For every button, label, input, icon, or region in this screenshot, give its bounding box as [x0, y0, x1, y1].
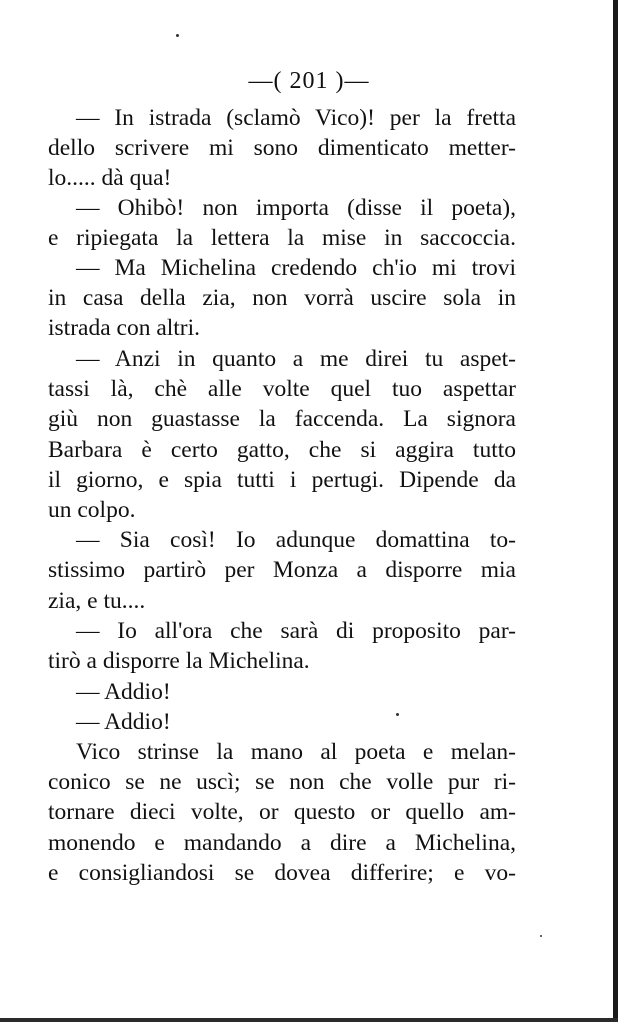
text-line: — Anzi in quanto a me direi tu aspet-	[76, 346, 516, 372]
text-line: — In istrada (sclamò Vico)! per la fretta	[76, 105, 516, 131]
text-line: Vico strinse la mano al poeta e melan-	[76, 739, 516, 765]
text-line: lo..... dà qua!	[48, 165, 172, 191]
page-number: —( 201 )—	[248, 68, 370, 94]
text-line: istrada con altri.	[48, 315, 201, 341]
ink-speck	[540, 935, 542, 937]
text-line: tornare dieci volte, or questo or quello am-	[48, 799, 516, 825]
text-line: — Addio!	[76, 709, 171, 735]
text-line: tassi là, chè alle volte quel tuo aspettar	[48, 376, 516, 402]
text-line: tirò a disporre la Michelina.	[48, 648, 310, 674]
text-line: e consigliandosi se dovea differire; e vo-	[48, 860, 516, 886]
text-line: — Sia così! Io adunque domattina to-	[76, 527, 516, 553]
text-line: — Ma Michelina credendo ch'io mi trovi	[76, 255, 516, 281]
page-edge-shadow-bottom	[0, 1018, 618, 1022]
text-line: giù non guastasse la faccenda. La signora	[48, 406, 516, 432]
page-edge-shadow-right	[613, 0, 618, 1022]
text-line: il giorno, e spia tutti i pertugi. Dipende da	[48, 467, 516, 493]
ink-speck	[396, 713, 399, 716]
text-line: conico se ne uscì; se non che volle pur ri-	[48, 769, 516, 795]
text-line: zia, e tu....	[48, 588, 146, 614]
text-line: dello scrivere mi sono dimenticato metter-	[48, 135, 516, 161]
text-line: — Addio!	[76, 679, 171, 705]
text-line: monendo e mandando a dire a Michelina,	[48, 830, 516, 856]
text-line: e ripiegata la lettera la mise in saccoccia.	[48, 225, 516, 251]
text-line: un colpo.	[48, 497, 136, 523]
ink-speck	[176, 34, 179, 37]
text-line: Barbara è certo gatto, che si aggira tutto	[48, 437, 516, 463]
text-line: — Io all'ora che sarà di proposito par-	[76, 618, 516, 644]
text-line: stissimo partirò per Monza a disporre mia	[48, 557, 516, 583]
text-line: in casa della zia, non vorrà uscire sola in	[48, 285, 516, 311]
text-line: — Ohibò! non importa (disse il poeta),	[76, 195, 516, 221]
